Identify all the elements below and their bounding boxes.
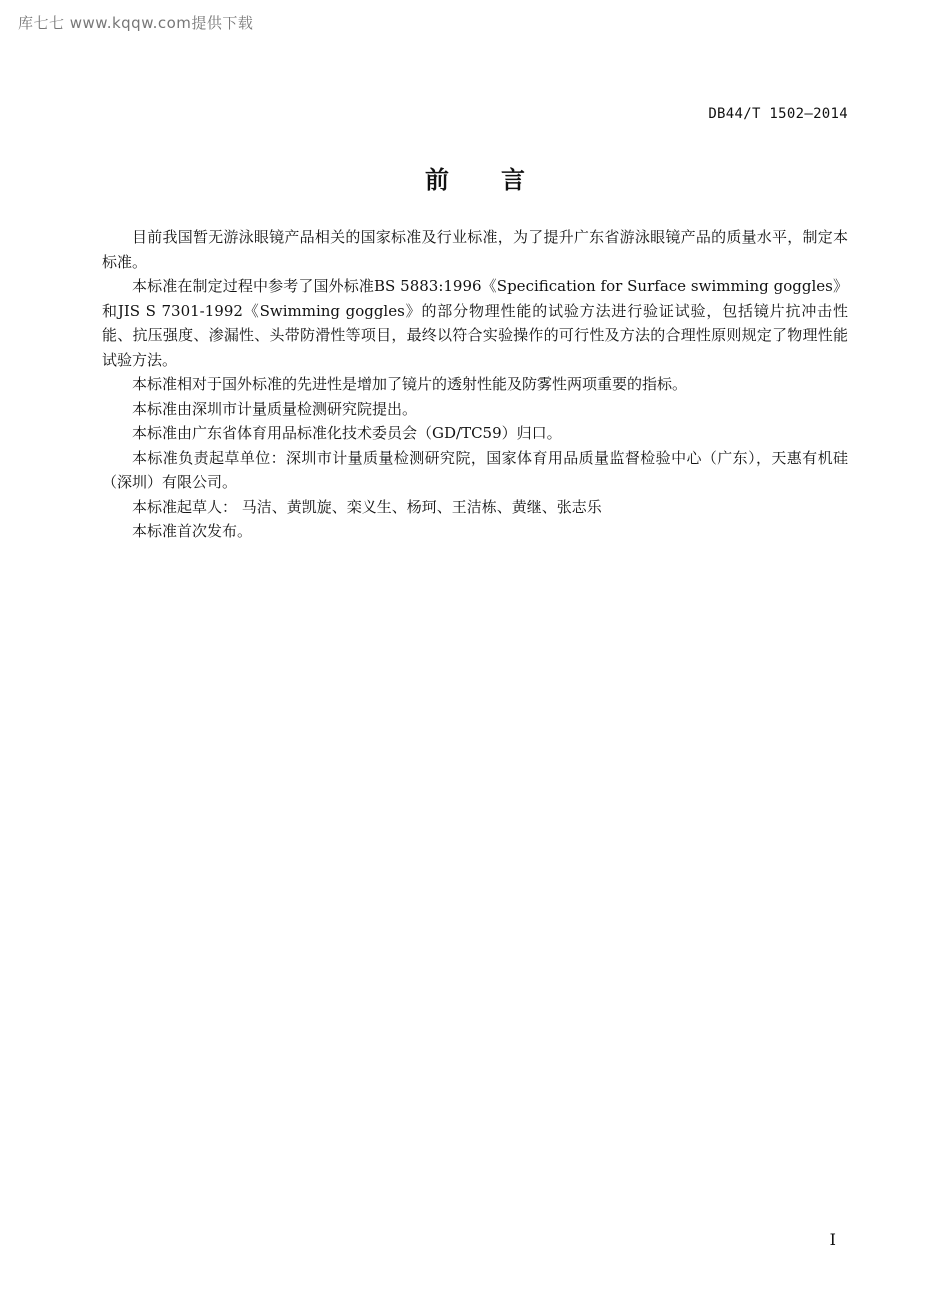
paragraph-purpose: 目前我国暂无游泳眼镜产品相关的国家标准及行业标准，为了提升广东省游泳眼镜产品的质量水平，制定本标准。 — [102, 228, 848, 271]
page-number: I — [829, 1230, 836, 1249]
foreword-body — [102, 225, 848, 544]
watermark-text: 库七七 www.kqqw.com提供下载 — [18, 14, 254, 32]
paragraph-proposer: 本标准由深圳市计量质量检测研究院提出。 — [132, 399, 418, 418]
standard-code: DB44/T 1502—2014 — [708, 106, 848, 122]
paragraph-first-release: 本标准首次发布。 — [132, 522, 253, 540]
page-title: 前言 — [425, 166, 577, 194]
paragraph-committee: 本标准由广东省体育用品标准化技术委员会（GD/TC59）归口。 — [132, 424, 562, 442]
paragraph-drafting-units: 本标准负责起草单位：深圳市计量质量检测研究院，国家体育用品质量监督检验中心（广东），天惠有机硅（深圳）有限公司。 — [102, 448, 848, 491]
paragraph-references: 本标准在制定过程中参考了国外标准BS 5883:1996《Specification for Surface swimming goggles》和JIS S 7301-1992《Swimming goggles》的部分物理性能的试验方法进行验证试验，包括镜片抗冲击性能、抗压强度、渗漏性、头带防滑性等项目，最终以符合实验操作的可行性及方法的合理性原则规定了物理性能试验方法。 — [102, 277, 848, 369]
paragraph-advancement: 本标准相对于国外标准的先进性是增加了镜片的透射性能及防雾性两项重要的指标。 — [132, 375, 688, 393]
paragraph-drafters: 本标准起草人： 马洁、黄凯旋、栾义生、杨珂、王洁栋、黄继、张志乐 — [132, 497, 602, 516]
